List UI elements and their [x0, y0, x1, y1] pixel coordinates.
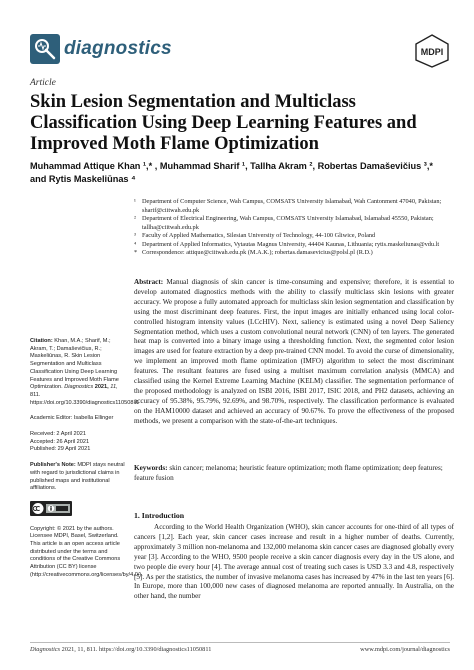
affiliation-list — [134, 198, 454, 258]
citation-year: 2021, — [94, 384, 109, 391]
affiliation-item — [134, 215, 454, 232]
publisher-name: MDPI — [420, 47, 444, 57]
section-heading: 1. Introduction — [134, 511, 185, 520]
abstract-text: Manual diagnosis of skin cancer is time-consuming and expensive; therefore, it is essential to develop automated diagnostics methods with the ability to classify multiclass skin lesions with greater accuracy. We propose a fully automated approach for multiclass skin lesion segmentation and classification by using the most discriminant deep features. First, the input images are initially enhanced using local color-controlled histogram intensity values (LCcHIV). Next, saliency is estimated using a novel Deep Saliency Segmentation method, which uses a custom convolutional neural network (CNN) of ten layers. The generated heat map is converted into a binary image using a thresholding function. Next, the segmented color lesion images are used for feature extraction by a deep pre-trained CNN model. To avoid the curse of dimensionality, we implement an improved moth flame optimization (IMFO) algorithm to select the most discriminant features. The resultant features are fused using a multiset maximum correlation analysis (MMCA) and classified using the Kernel Extreme Learning Machine (KELM) classifier. The segmentation performance of the proposed methodology is analyzed on ISBI 2016, ISBI 2017, ISIC 2018, and PH2 datasets, achieving an accuracy of 95.38%, 95.79%, 92.69%, and 98.70%, respectively. The classification performance is evaluated on the HAM10000 dataset and achieved an accuracy of 90.67%. To prove the effectiveness of the proposed methods, we present a comparison with the state-of-the-art techniques. — [134, 278, 455, 425]
footer-doi[interactable]: 2021, 11, 811. https://doi.org/10.3390/diagnostics11050811 — [61, 646, 212, 653]
copyright-text: Copyright: © 2021 by the authors. Licensee MDPI, Basel, Switzerland. This article is an open access article distributed under the terms and conditions of the Creative Commons Attribution (CC BY) license (http://creativecommons.org/licenses/by/4.0/). — [30, 525, 143, 578]
keywords-text: skin cancer; melanoma; heuristic feature optimization; moth flame optimization; deep features; feature fusion — [134, 464, 443, 482]
correspondence-text[interactable]: Correspondence: attique@ciitwah.edu.pk (M.A.K.); robertas.damasevicius@polsl.pl (R.D.) — [142, 249, 373, 256]
cc-by-icon[interactable] — [30, 501, 72, 516]
publishers-note — [30, 462, 126, 493]
academic-editor: Academic Editor: Isabella Ellinger — [30, 415, 114, 422]
introduction-text: According to the World Health Organization (WHO), skin cancer accounts for one-third of all types of cancers [1,2]. Each year, skin cancer cases increase and result in a higher number of deaths. Currently, approximately 3 million non-melanoma and 132,000 melanoma skin cancer cases are diagnosed globally every year [3]. According to the WHO, 9500 people receive a skin cancer diagnosis every day in the US alone, and two people die every hour [4]. The average annual cost of treating such cases is USD 3.3 and 4.8, respectively [5]. As per the statistics, the number of invasive melanoma cases has increased by 47% in the last ten years [6]. In Europe, more than 100,000 new cases of diagnosed melanoma are reported annually. In Australia, on the other hand, the number — [134, 523, 454, 601]
citation-doi[interactable]: 811. https://doi.org/10.3390/diagnostics11050811 — [30, 391, 140, 406]
affiliation-number: ⁴ — [134, 240, 137, 248]
footer-journal-url[interactable]: www.mdpi.com/journal/diagnostics — [360, 646, 450, 653]
affiliation-number: ² — [134, 215, 136, 222]
page-footer — [30, 646, 450, 656]
affiliation-text: Department of Electrical Engineering, Wah Campus, COMSATS University Islamabad, Islamabad 45550, Pakistan; tallha@ciitwah.edu.pk — [142, 215, 434, 231]
citation-journal: Diagnostics — [64, 384, 94, 391]
paper-title: Skin Lesion Segmentation and Multiclass Classification Using Deep Learning Features and Improved Moth Flame Optimization — [30, 92, 417, 154]
footer-divider — [30, 642, 450, 643]
citation-volume: 11, — [110, 384, 118, 391]
received-date: Received: 2 April 2021 — [30, 431, 86, 438]
abstract-label: Abstract: — [134, 278, 164, 286]
citation-label: Citation: — [30, 338, 53, 344]
dates-block — [30, 431, 126, 454]
citation-text: Khan, M.A.; Sharif, M.; Akram, T.; Damaševičius, R.; Maskeliūnas, R. Skin Lesion Segmentation and Multiclass Classification Using Deep Learning Features and Improved Moth Flame Optimization. — [30, 338, 119, 391]
affiliation-number: ¹ — [134, 198, 136, 205]
sidebar — [30, 338, 143, 588]
publishers-note-label: Publisher's Note: — [30, 462, 76, 469]
correspondence-item — [134, 249, 454, 258]
mdpi-logo-icon[interactable] — [414, 34, 450, 68]
affiliation-number: * — [134, 249, 138, 256]
footer-journal: Diagnostics — [30, 646, 61, 653]
accepted-date: Accepted: 26 April 2021 — [30, 438, 90, 445]
author-line: and Rytis Maskeliūnas ⁴ — [30, 174, 136, 184]
affiliation-text: Department of Applied Informatics, Vytautas Magnus University, 44404 Kaunas, Lithuania; rytis.maskeliunas@vdu.lt — [142, 240, 440, 248]
citation-block — [30, 338, 140, 407]
author-list — [30, 160, 450, 186]
copyright-notice — [30, 525, 143, 580]
footer-citation — [30, 646, 211, 653]
journal-name[interactable]: diagnostics — [64, 38, 172, 59]
publishers-note-text: MDPI stays neutral with regard to jurisdictional claims in published maps and institutional affiliations. — [30, 462, 125, 492]
affiliation-text: Faculty of Applied Mathematics, Silesian University of Technology, 44-100 Gliwice, Poland — [142, 232, 376, 239]
keywords — [134, 464, 454, 484]
article-type: Article — [30, 78, 56, 88]
affiliation-number: ³ — [134, 232, 136, 239]
diagnostics-journal-icon — [30, 34, 60, 64]
keywords-label: Keywords: — [134, 464, 168, 472]
published-date: Published: 29 April 2021 — [30, 446, 91, 453]
journal-header — [30, 34, 450, 74]
affiliation-item — [134, 198, 454, 215]
author-line: Muhammad Attique Khan ¹,* , Muhammad Sharif ¹, Tallha Akram ², Robertas Damaševičius ³,* — [30, 161, 433, 171]
abstract — [134, 278, 454, 427]
affiliation-item — [134, 241, 454, 250]
affiliation-item — [134, 232, 454, 241]
affiliation-text: Department of Computer Science, Wah Campus, COMSATS University Islamabad, Wah Cantonment 47040, Pakistan; sharif@ciitwah.edu.pk — [142, 198, 442, 214]
